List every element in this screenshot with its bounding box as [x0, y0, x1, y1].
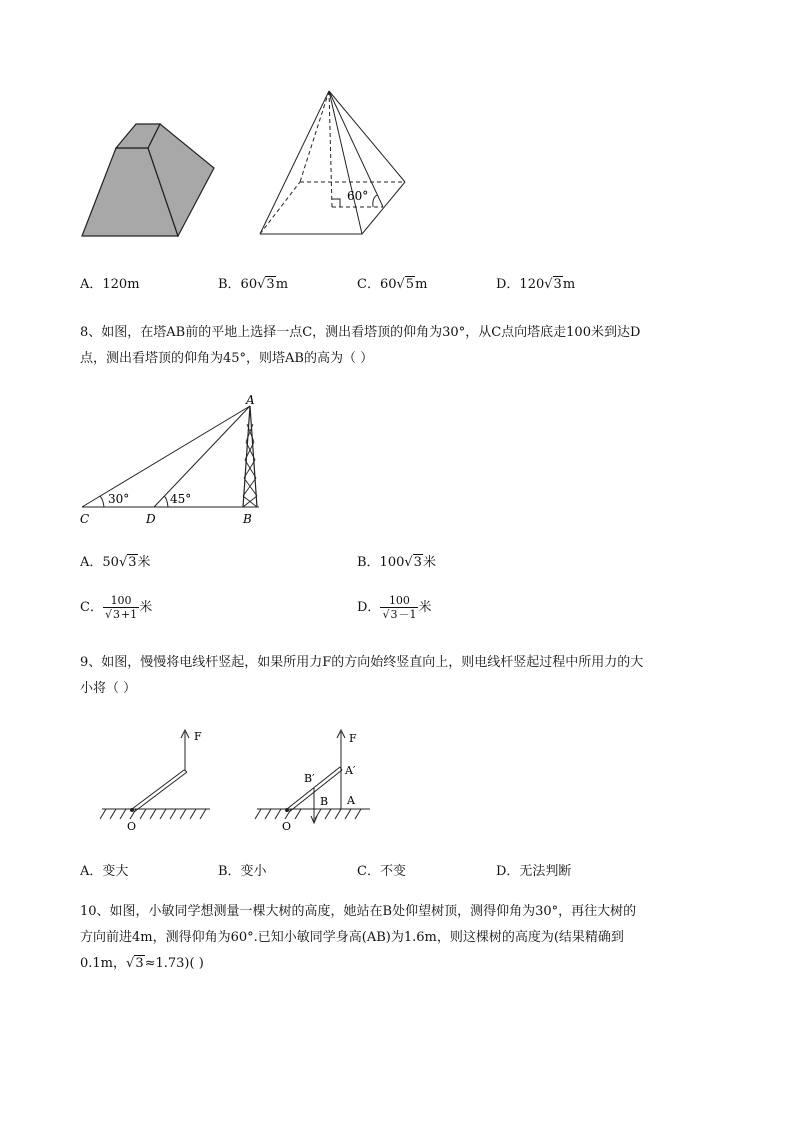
q8-option-d-numerator: 100	[380, 594, 418, 608]
q8-option-c-den-tail: +1	[120, 608, 138, 621]
pole2-label-o: O	[282, 820, 292, 833]
q10-line3-radicand: 3	[135, 956, 144, 971]
pyramid-figure	[255, 88, 415, 240]
pole-figure-2	[255, 726, 385, 836]
q7-option-b-radicand: 3	[266, 277, 275, 292]
q7-option-d-unit: m	[562, 277, 576, 292]
q9-option-c-text: C．不变	[357, 864, 406, 879]
q8-text-line1: 8、如图，在塔AB前的平地上选择一点C，测出看塔顶的仰角为30°，从C点向塔底走100米到达D	[80, 325, 641, 340]
pole2-label-a: A	[347, 794, 355, 807]
q9-text-line2: 小将（ ）	[80, 681, 137, 696]
pole1-label-o: O	[127, 820, 137, 833]
q7-option-d-prefix: D．120	[496, 277, 545, 292]
q8-option-c-fraction	[103, 594, 139, 621]
q7-option-d[interactable]: D．120√3m	[496, 277, 576, 292]
q9-option-b[interactable]	[218, 864, 267, 880]
q9-option-d[interactable]	[496, 864, 571, 880]
q8-option-c-prefix: C．	[80, 599, 103, 615]
q8-option-a-unit: 米	[137, 555, 151, 570]
frustum-figure	[78, 118, 218, 240]
q7-option-c[interactable]: C．60√5m	[357, 277, 428, 292]
q9-text-line1: 9、如图，慢慢将电线杆竖起，如果所用力F的方向始终竖直向上，则电线杆竖起过程中所用力的大	[80, 655, 644, 670]
q7-option-c-unit: m	[415, 277, 428, 292]
tower-label-a: A	[246, 393, 255, 407]
pole1-label-f: F	[194, 730, 202, 743]
q8-option-d-den-tail: －1	[398, 608, 417, 621]
pole2-label-b: B	[320, 795, 329, 808]
q7-option-c-radicand: 5	[405, 277, 415, 292]
q7-option-b[interactable]: B．60√3m	[218, 277, 289, 292]
q7-option-a[interactable]	[80, 277, 140, 293]
q7-option-b-unit: m	[275, 277, 289, 292]
q8-option-b-unit: 米	[422, 555, 436, 570]
q8-option-c-denominator: √3+1	[104, 608, 138, 621]
q8-option-d-unit: 米	[418, 599, 432, 615]
q7-option-d-radicand: 3	[553, 277, 562, 292]
pole2-label-b-prime: B′	[304, 772, 315, 785]
q8-option-a[interactable]: A．50√3米	[80, 555, 151, 570]
q10-text-line3: 0.1m，√3≈1.73)( )	[80, 956, 204, 971]
q8-option-c-den-radicand: 3	[112, 608, 120, 621]
q8-option-d-denominator: √3－1	[382, 608, 417, 621]
q8-option-d[interactable]	[357, 594, 431, 621]
tower-label-c: C	[80, 512, 90, 526]
tower-angle-45: 45°	[170, 492, 192, 506]
tower-label-d: D	[146, 512, 156, 526]
q8-option-c[interactable]	[80, 594, 152, 621]
q8-option-a-prefix: A．50	[80, 555, 119, 570]
q8-option-b-radicand: 3	[413, 555, 422, 570]
q10-line3-prefix: 0.1m，	[80, 956, 127, 971]
pole-figure-1	[100, 726, 220, 836]
tower-figure	[78, 394, 268, 526]
tower-angle-30: 30°	[108, 492, 130, 506]
q9-option-a-text: A．变大	[80, 864, 129, 879]
q8-text-line2: 点，测出看塔顶的仰角为45°，则塔AB的高为（ ）	[80, 351, 374, 366]
q8-option-d-fraction	[380, 594, 418, 621]
q9-option-b-text: B．变小	[218, 864, 267, 879]
q9-option-a[interactable]	[80, 864, 128, 880]
q9-option-d-text: D．无法判断	[496, 864, 572, 879]
tower-label-b: B	[243, 512, 252, 526]
q7-option-b-prefix: B．60	[218, 277, 258, 292]
q8-option-b-prefix: B．100	[357, 555, 405, 570]
q10-text-line1: 10、如图，小敏同学想测量一棵大树的高度，她站在B处仰望树顶，测得仰角为30°，再往大树的	[80, 904, 637, 919]
q8-option-d-prefix: D．	[357, 599, 381, 615]
pole2-label-a-prime: A′	[345, 764, 356, 777]
q8-option-c-numerator: 100	[103, 594, 139, 608]
q10-text-line2: 方向前进4m，测得仰角为60°.已知小敏同学身高(AB)为1.6m，则这棵树的高度为(结果精确到	[80, 930, 624, 945]
q7-option-c-prefix: C．60	[357, 277, 397, 292]
q9-option-c[interactable]	[357, 864, 406, 880]
pyramid-angle-label: 60°	[347, 189, 369, 203]
q7-option-a-text: A．120m	[80, 277, 140, 292]
q10-line3-tail: ≈1.73)( )	[144, 956, 204, 971]
q8-option-b[interactable]: B．100√3米	[357, 555, 436, 570]
q8-option-c-unit: 米	[139, 599, 153, 615]
pole2-label-f: F	[349, 732, 357, 745]
q8-option-a-radicand: 3	[128, 555, 137, 570]
q8-option-d-den-radicand: 3	[390, 608, 398, 621]
